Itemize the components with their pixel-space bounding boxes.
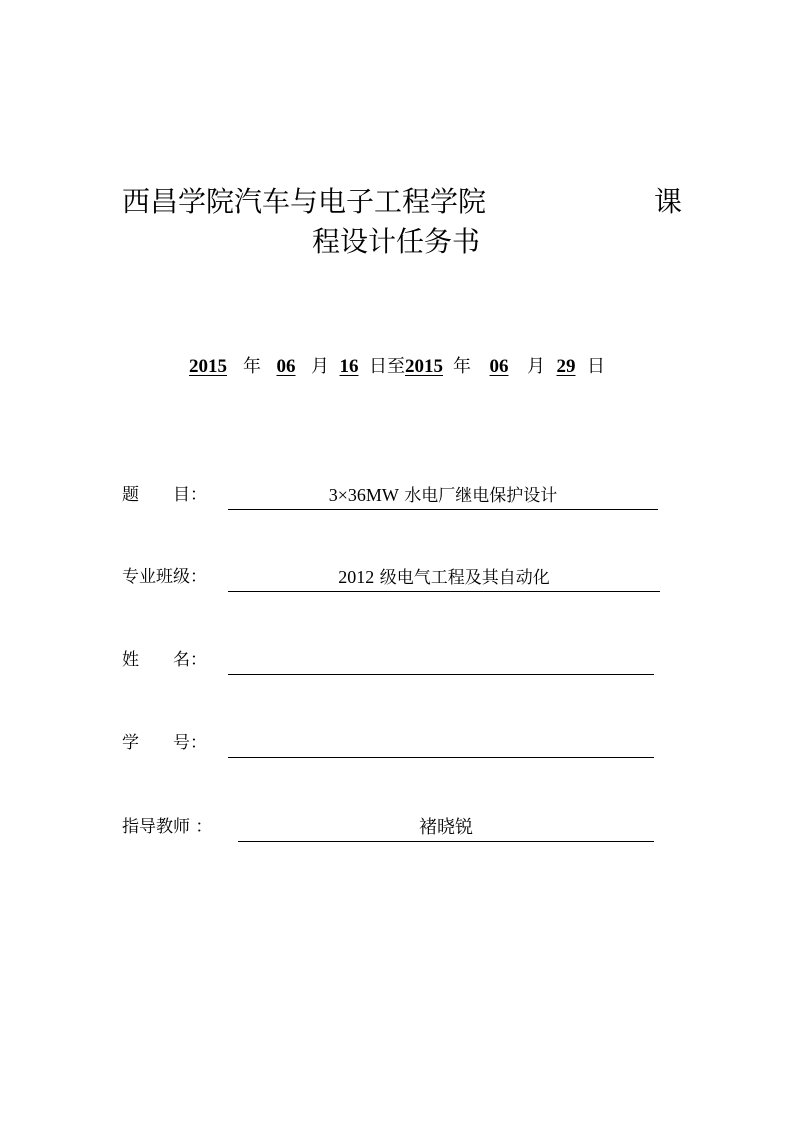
class-value-text: 级电气工程及其自动化 [374,568,550,588]
date-range [0,350,794,383]
student-id-field [122,728,662,758]
class-label: 专业班级： [122,567,207,587]
teacher-value: 褚晓锐 [238,812,654,842]
name-label: 姓 名： [122,650,207,670]
end-year: 2015 [405,356,443,377]
title-line-1 [122,180,682,224]
title-line-2: 程设计任务书 [312,225,481,258]
class-field [122,562,662,592]
topic-value-num: 3×36MW [328,485,399,505]
title-end-char: 课 [653,185,682,218]
name-value [228,645,654,675]
name-field [122,645,662,675]
start-month: 06 [276,356,296,377]
month-char: 月 [311,356,329,377]
year-char: 年 [243,356,261,377]
month-char-2: 月 [527,356,545,377]
teacher-label: 指导教师 ： [122,817,213,837]
topic-value [228,480,658,510]
student-id-label: 学 号： [122,733,207,753]
title-main: 西昌学院汽车与电子工程学院 [122,185,487,218]
topic-field [122,480,662,510]
day-char: 日 [587,356,605,377]
teacher-field [122,812,662,842]
end-month: 06 [489,356,509,377]
end-day: 29 [556,356,576,377]
class-value-num: 2012 [338,567,375,587]
topic-label: 题 目： [122,485,207,505]
student-id-value [228,728,654,758]
start-year: 2015 [189,356,227,377]
topic-value-text: 水电厂继电保护设计 [398,486,558,506]
start-day: 16 [339,356,359,377]
class-value [228,562,660,592]
day-to: 日至 [369,356,405,377]
year-char-2: 年 [453,356,471,377]
